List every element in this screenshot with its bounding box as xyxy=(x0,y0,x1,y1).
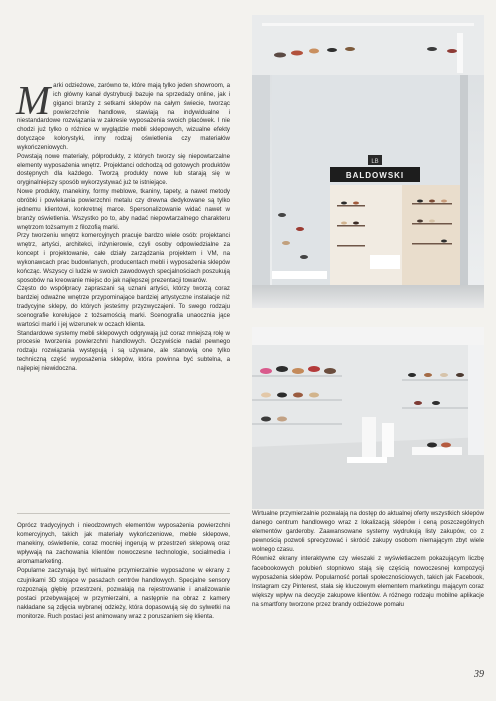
store-front-illustration xyxy=(252,15,484,308)
store-logo: LB xyxy=(371,159,379,165)
article-paragraph-9: Wirtualne przymierzalnie pozwalają na dostęp do aktualnej oferty wszystkich sklepów danego centrum handlowego wraz z lokalizacją sklepów i ceną poszczególnych elementów garderoby. Zaawansowane systemy wydrukują listy zakupów, co z pewnością pozwoli sprecyzować i skrócić zakupy osobom niemającym zbyt wiele wolnego czasu. xyxy=(252,510,484,554)
article-secondary-text xyxy=(17,521,230,621)
store-front-photo xyxy=(252,15,484,308)
article-paragraph-6: Standardowe systemy mebli sklepowych odgrywają już coraz mniejszą rolę w procesie tworzenia powierzchni handlowych. Oczywiście nadal pewnego rodzaju rozwiązania występują i są używane, ale stanowią one tylko techniczną część wyposażenia sklepów, która powinna być subtelna, a najlepiej niewidoczna. xyxy=(17,329,230,372)
article-paragraph-7: Oprócz tradycyjnych i nieodzownych elementów wyposażenia powierzchni komercyjnych, takich jak materiały wykończeniowe, meble sklepowe, manekiny, oświetlenie, coraz mocniej ingerują w przestrzeń sklepową oraz wpływają na zachowania klientów nowoczesne technologie, socialmedia i aromamarketing. xyxy=(17,522,230,566)
shoe-display-illustration xyxy=(252,327,484,509)
article-paragraph-5: Często do współpracy zapraszani są uznani artyści, którzy tworzą coraz bardziej odważne wnętrze przypominające bardziej artystyczne instalacje niż tradycyjne sklepy, do których jesteśmy przyzwyczajeni. To swego rodzaju scenografie korelujące z tożsamością marki. Scenografia unaocznia jące wartości marki i jej wizerunek w oczach klienta. xyxy=(17,285,230,328)
article-paragraph-8: Popularne zaczynają być wirtualne przymierzalnie wyposażone w ekrany z czujnikami 3D stojące w pasażach centrów handlowych. Specjalne sensory rozpoznają głębię przestrzeni, pozwalają na rejestrowanie i analizowanie postaci przebywającej w przymierzalni, a następnie na obraz z kamery nakładane są zdjęcia wybranej odzieży, która dopasowują się do sylwetki na monitorze. Ruch postaci jest animowany wraz z poruszaniem się klienta. xyxy=(17,567,230,620)
article-main-text xyxy=(16,77,230,374)
article-paragraph-4: Przy tworzeniu wnętrz komercyjnych pracuje bardzo wiele osób: projektanci wnętrz, artyści, architekci, inżynierowie, czyli osoby odpowiedzialne za koncept i projektowanie, całe działy zarządzania projektem i VM, na wykonawcach prac budowlanych, producentach mebli i wyposażenia sklepów kończąc. Wszyscy ci ludzie w swoich zawodowych specjalnościach poszukują sposobów na kreowanie miejsc do jak najlepszej prezentacji towarów. xyxy=(17,232,230,284)
drop-cap: M xyxy=(16,77,51,123)
column-divider xyxy=(17,513,230,514)
article-paragraph-10: Również ekrany interaktywne czy wieszaki z wyświetlaczem pokazującym liczbę facebookowych polubień stopniowo stają się częścią nowoczesnej kompozycji wyposażenia sklepów. Popularność portali społecznościowych, takich jak Facebook, Instagram czy Pinterest, stała się kluczowym elementem marketingu mającym coraz większy wpływ na decyzje zakupowe klientów. A różnego rodzaju mobilne aplikacje na smartfony tworzone przez brandy odzieżowe pomału xyxy=(252,555,484,608)
article-paragraph-3: Nowe produkty, manekiny, formy meblowe, tkaniny, tapety, a nawet metody obróbki i powlekania powierzchni metalu czy drewna dedykowane są tylko jednemu klientowi, konkretnej marce. Spersonalizowanie widać nawet w branży oświetlenia. Wszystko po to, aby nadać niepowtarzalnego charakteru wnętrzom tożsamym z filozofią marki. xyxy=(17,188,230,231)
article-right-text xyxy=(252,509,484,609)
article-paragraph-1: Marki odzieżowe, zarówno te, które mają tylko jeden showroom, a ich główny kanał dystrybucji bazuje na sprzedaży online, jak i giganci branży z setkami sklepów na całym świecie, tworząc powierzchnie handlowe, stawiają na indywidualne i niestandardowe rozwiązania w zakresie wyposażenia swoich placówek. I nie chodzi już tylko o różnice w wyglądzie mebli sklepowych, wizualne efekty dotyczące kolorystyki, inny rodzaj oświetlenia czy materiałów wykończeniowych. xyxy=(16,77,230,151)
article-paragraph-2: Powstają nowe materiały, półprodukty, z których tworzy się niepowtarzalne elementy wyposażenia wnętrz. Projektanci odchodzą od gotowych produktów dostępnych dla każdego. Tworzą produkty nowe lub starają się w oryginalniejszy sposób wykorzystywać już te istniejące. xyxy=(17,152,230,187)
shoe-display-photo xyxy=(252,327,484,509)
page-number: 39 xyxy=(474,669,484,680)
store-sign: BALDOWSKI xyxy=(345,171,405,180)
